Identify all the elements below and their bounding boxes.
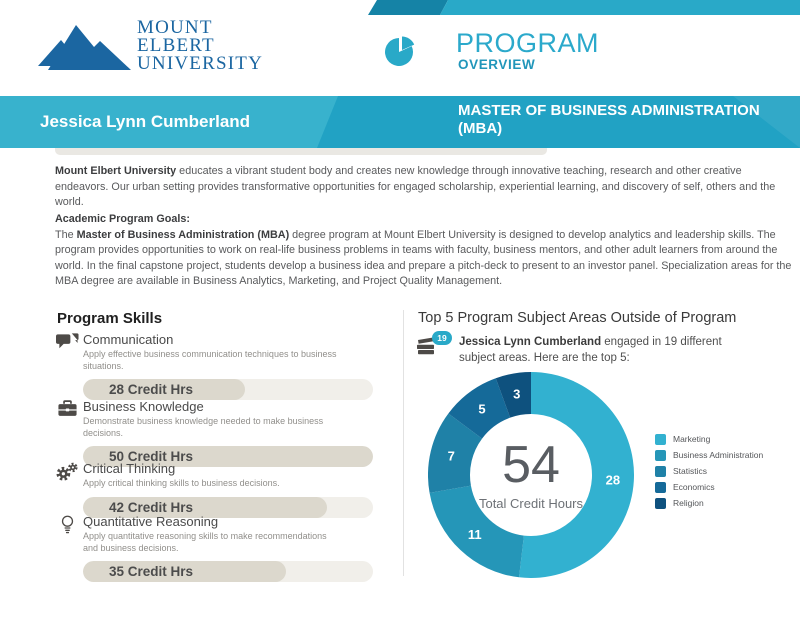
- logo-line-2: ELBERT: [137, 35, 215, 56]
- legend-swatch: [655, 434, 666, 445]
- total-credit-hours-label: Total Credit Hours: [478, 496, 584, 511]
- intro-paragraph: [55, 164, 793, 211]
- goals-bold: Master of Business Administration (MBA): [76, 228, 290, 241]
- legend-item-marketing: [655, 434, 763, 445]
- books-icon: [414, 333, 458, 359]
- skill-title: Quantitative Reasoning: [83, 514, 219, 529]
- goals-text: degree program at Mount Elbert University is designed to develop analytics and leadership skills. The program provides opportunities to work on real-life business problems in teams with faculty, business mentors, and other adult learners from around the world. In the final capstone project, students develop a business idea and prepare a pitch-deck to present to an investor panel. Specialization areas for the MBA degree are available in Business Analytics, Marketing, and Project Quality Management.: [55, 228, 792, 287]
- goals-lead: The: [55, 228, 77, 241]
- legend-label: Religion: [673, 498, 704, 508]
- goals-paragraph: [55, 228, 793, 290]
- column-divider: [403, 310, 404, 576]
- mountain-logo-icon: [36, 20, 136, 74]
- legend-swatch: [655, 482, 666, 493]
- lightbulb-icon: [55, 515, 79, 539]
- credit-hours-bar-fill: [83, 379, 245, 400]
- legend-swatch: [655, 450, 666, 461]
- legend-label: Statistics: [673, 466, 708, 476]
- intro-text: educates a vibrant student body and creates new knowledge through innovative teaching, research and other creative endeavors. Our urban setting provides transformative opportunities for engaged scholarship, experiential learning, and discovery of self, others and the world.: [55, 165, 776, 208]
- credit-hours-bar: [83, 379, 373, 400]
- donut-value-label: 28: [605, 472, 621, 488]
- legend-swatch: [655, 466, 666, 477]
- legend-label: Marketing: [673, 434, 711, 444]
- skill-item-quantitative-reasoning: [55, 514, 377, 582]
- donut-value-label: 5: [478, 401, 486, 417]
- program-name: MASTER OF BUSINESS ADMINISTRATION (MBA): [458, 102, 760, 137]
- band-shadow: [55, 148, 547, 155]
- legend-item-statistics: [655, 466, 763, 477]
- credit-hours-donut-chart: [428, 372, 634, 578]
- briefcase-icon: [55, 400, 79, 422]
- legend-item-business-administration: [655, 450, 763, 461]
- donut-value-label: 3: [513, 386, 521, 402]
- program-skills-heading: Program Skills: [57, 310, 163, 327]
- skill-item-communication: [55, 332, 377, 400]
- legend-item-economics: [655, 482, 763, 493]
- legend-item-religion: [655, 498, 763, 509]
- legend-swatch: [655, 498, 666, 509]
- pie-chart-icon: [383, 36, 415, 68]
- credit-hours-label: 35 Credit Hrs: [109, 564, 194, 579]
- skill-description: Apply effective business communication techniques to business situations.: [83, 349, 337, 371]
- chart-legend: [655, 434, 763, 514]
- credit-hours-label: 50 Credit Hrs: [109, 449, 194, 464]
- total-credit-hours-value: 54: [502, 436, 560, 494]
- skill-description: Demonstrate business knowledge needed to make business decisions.: [83, 416, 324, 438]
- donut-value-label: 11: [467, 527, 482, 543]
- student-name: Jessica Lynn Cumberland: [40, 112, 251, 131]
- logo-line-3: UNIVERSITY: [137, 53, 263, 74]
- gears-icon: [55, 462, 79, 486]
- credit-hours-bar: [83, 561, 373, 582]
- skill-description: Apply critical thinking skills to business decisions.: [83, 478, 280, 488]
- intro-bold: Mount Elbert University: [55, 165, 177, 177]
- subjects-heading: Top 5 Program Subject Areas Outside of Program: [418, 310, 737, 326]
- subjects-note-text: engaged in 19 different subject areas. Here are the top 5:: [459, 336, 722, 364]
- skill-title: Critical Thinking: [83, 461, 176, 476]
- skill-item-business-knowledge: [55, 399, 377, 467]
- legend-label: Economics: [673, 482, 715, 492]
- goals-heading: Academic Program Goals:: [55, 213, 191, 225]
- goals-block: [55, 212, 793, 290]
- skill-description: Apply quantitative reasoning skills to make recommendations and business decisions.: [83, 531, 327, 553]
- skill-title: Business Knowledge: [83, 399, 204, 414]
- credit-hours-label: 28 Credit Hrs: [109, 382, 194, 397]
- skill-item-critical-thinking: [55, 461, 377, 518]
- section-subtitle: OVERVIEW: [458, 57, 536, 72]
- credit-hours-label: 42 Credit Hrs: [109, 499, 194, 515]
- legend-label: Business Administration: [673, 450, 764, 460]
- chat-bubbles-icon: [55, 333, 79, 356]
- subjects-note-name: Jessica Lynn Cumberland: [459, 336, 602, 348]
- donut-value-label: 7: [447, 448, 455, 464]
- section-title: PROGRAM: [456, 28, 600, 58]
- credit-hours-bar-fill: [83, 561, 286, 582]
- skill-title: Communication: [83, 332, 174, 347]
- university-logotype: [137, 19, 263, 73]
- subjects-note: [459, 334, 733, 366]
- donut-center: [469, 413, 593, 537]
- top-accent-bar: [0, 0, 800, 15]
- subject-count-badge: 19: [432, 331, 452, 345]
- logo-line-1: MOUNT: [137, 17, 213, 38]
